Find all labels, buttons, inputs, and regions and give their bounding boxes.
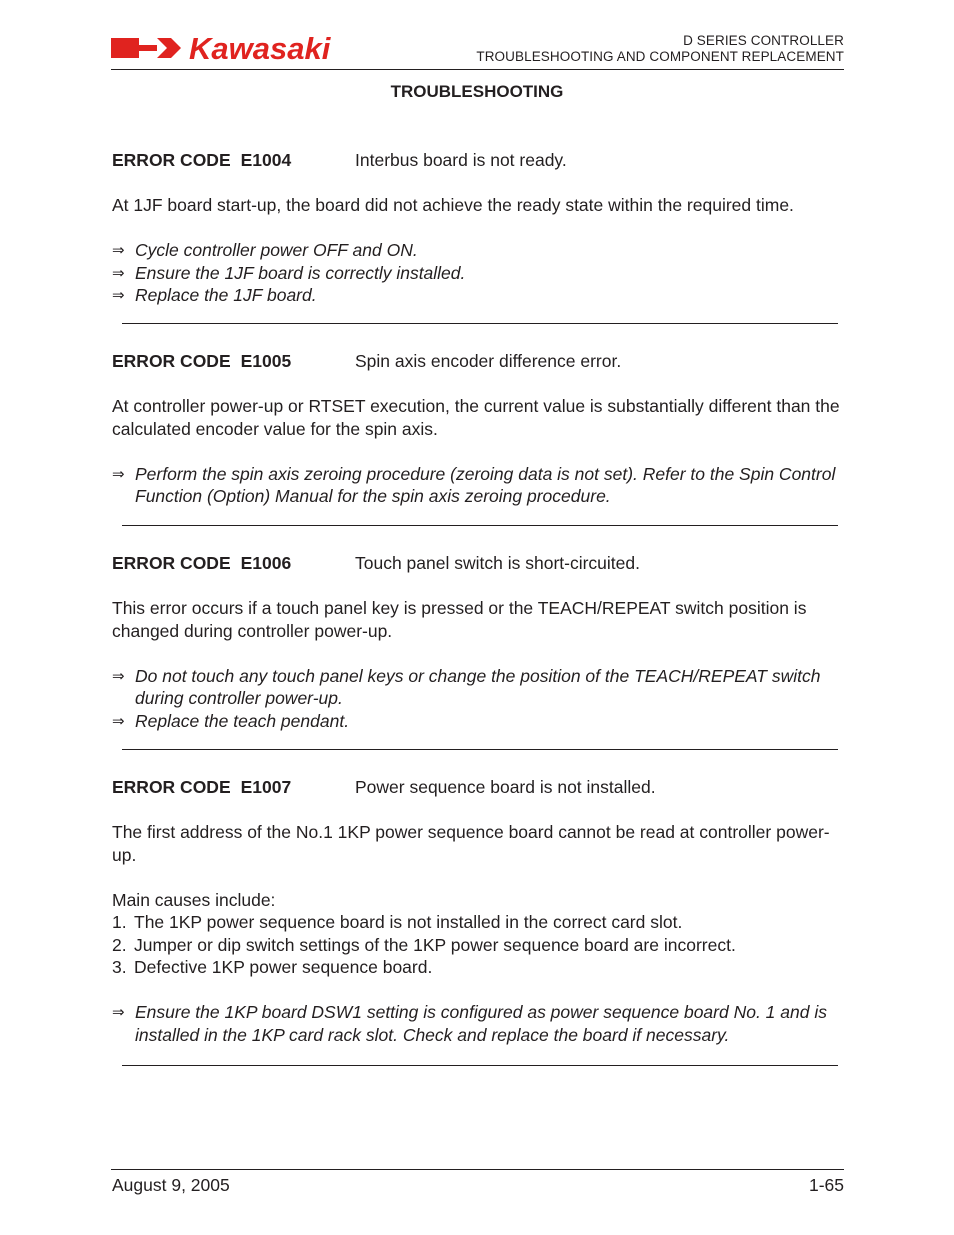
entry-divider — [122, 525, 838, 526]
arrow-icon: ⇒ — [112, 1003, 125, 1021]
entry-divider — [122, 749, 838, 750]
causes-intro: Main causes include: — [112, 889, 276, 910]
error-code-label: ERROR CODE E1007 — [112, 777, 292, 797]
error-code-line — [112, 552, 847, 575]
arrow-icon: ⇒ — [112, 263, 125, 282]
error-code-label: ERROR CODE E1004 — [112, 150, 292, 170]
error-entry-e1006 — [112, 552, 847, 732]
header-divider — [111, 69, 844, 70]
cause-item — [112, 911, 847, 934]
remedy-item — [112, 463, 847, 508]
section-title: TROUBLESHOOTING — [390, 82, 564, 101]
arrow-icon: ⇒ — [112, 711, 125, 730]
remedy-text: Ensure the 1KP board DSW1 setting is configured as power sequence board No. 1 and is installed in the 1KP card rack slot. Check and replace the board if necessary. — [135, 1002, 827, 1045]
cause-text: Jumper or dip switch settings of the 1KP power sequence board are incorrect. — [134, 934, 736, 955]
arrow-icon: ⇒ — [112, 286, 125, 304]
cause-number: 2. — [112, 934, 127, 955]
error-code-number: E1005 — [240, 351, 292, 371]
error-description: Power sequence board is not installed. — [355, 777, 656, 797]
error-description: Interbus board is not ready. — [355, 150, 567, 170]
page-number: 1-65 — [808, 1175, 844, 1195]
error-entry-e1004 — [112, 149, 847, 307]
footer-divider — [111, 1169, 844, 1170]
document-header — [476, 33, 844, 65]
remedy-text: Cycle controller power OFF and ON. — [135, 240, 418, 260]
remedy-item — [112, 665, 847, 710]
error-description: Spin axis encoder difference error. — [355, 351, 622, 371]
arrow-icon: ⇒ — [112, 666, 125, 685]
cause-text: The 1KP power sequence board is not installed in the correct card slot. — [134, 912, 683, 932]
error-explanation: The first address of the No.1 1KP power sequence board cannot be read at controller power-up. — [112, 822, 830, 865]
remedy-text: Replace the teach pendant. — [135, 710, 350, 731]
arrow-icon: ⇒ — [112, 464, 125, 483]
error-code-label: ERROR CODE E1006 — [112, 553, 292, 573]
logo-wordmark: Kawasaki — [189, 32, 331, 64]
error-description: Touch panel switch is short-circuited. — [355, 553, 640, 573]
remedy-item — [112, 262, 847, 285]
cause-text: Defective 1KP power sequence board. — [134, 957, 433, 977]
entry-divider — [122, 1065, 838, 1066]
error-code-line — [112, 776, 847, 799]
cause-item — [112, 934, 847, 957]
remedy-item — [112, 284, 847, 307]
header-chapter: TROUBLESHOOTING AND COMPONENT REPLACEMENT — [476, 49, 844, 64]
header-series: D SERIES CONTROLLER — [683, 33, 844, 48]
error-explanation: At controller power-up or RTSET execution, the current value is substantially different than the calculated encoder value for the spin axis. — [112, 396, 840, 439]
cause-number: 3. — [112, 957, 127, 977]
error-entry-e1007 — [112, 776, 847, 1046]
error-explanation: At 1JF board start-up, the board did not achieve the ready state within the required time. — [112, 195, 794, 215]
error-code-line — [112, 149, 847, 172]
cause-number: 1. — [112, 912, 127, 932]
cause-item — [112, 956, 847, 979]
remedy-text: Ensure the 1JF board is correctly installed. — [135, 262, 466, 283]
arrow-icon: ⇒ — [112, 241, 125, 259]
remedy-text: Replace the 1JF board. — [135, 285, 317, 305]
remedy-item — [112, 710, 847, 733]
error-code-line — [112, 350, 847, 373]
footer-date: August 9, 2005 — [112, 1175, 230, 1195]
error-explanation: This error occurs if a touch panel key is pressed or the TEACH/REPEAT switch position is changed during controller power-up. — [112, 598, 807, 641]
error-code-number: E1006 — [240, 553, 292, 573]
error-code-number: E1004 — [240, 150, 292, 170]
error-entry-e1005 — [112, 350, 847, 508]
kawasaki-logo-mark — [111, 32, 391, 64]
remedy-item — [112, 1001, 847, 1046]
error-code-label: ERROR CODE E1005 — [112, 351, 292, 371]
remedy-text: Perform the spin axis zeroing procedure (zeroing data is not set). Refer to the Spin Control Function (Option) Manual for the spin axis zeroing procedure. — [135, 463, 836, 506]
kawasaki-logo — [111, 32, 391, 64]
error-code-number: E1007 — [240, 777, 292, 797]
remedy-text: Do not touch any touch panel keys or change the position of the TEACH/REPEAT switch during controller power-up. — [135, 665, 821, 708]
entry-divider — [122, 323, 838, 324]
remedy-item — [112, 239, 847, 262]
